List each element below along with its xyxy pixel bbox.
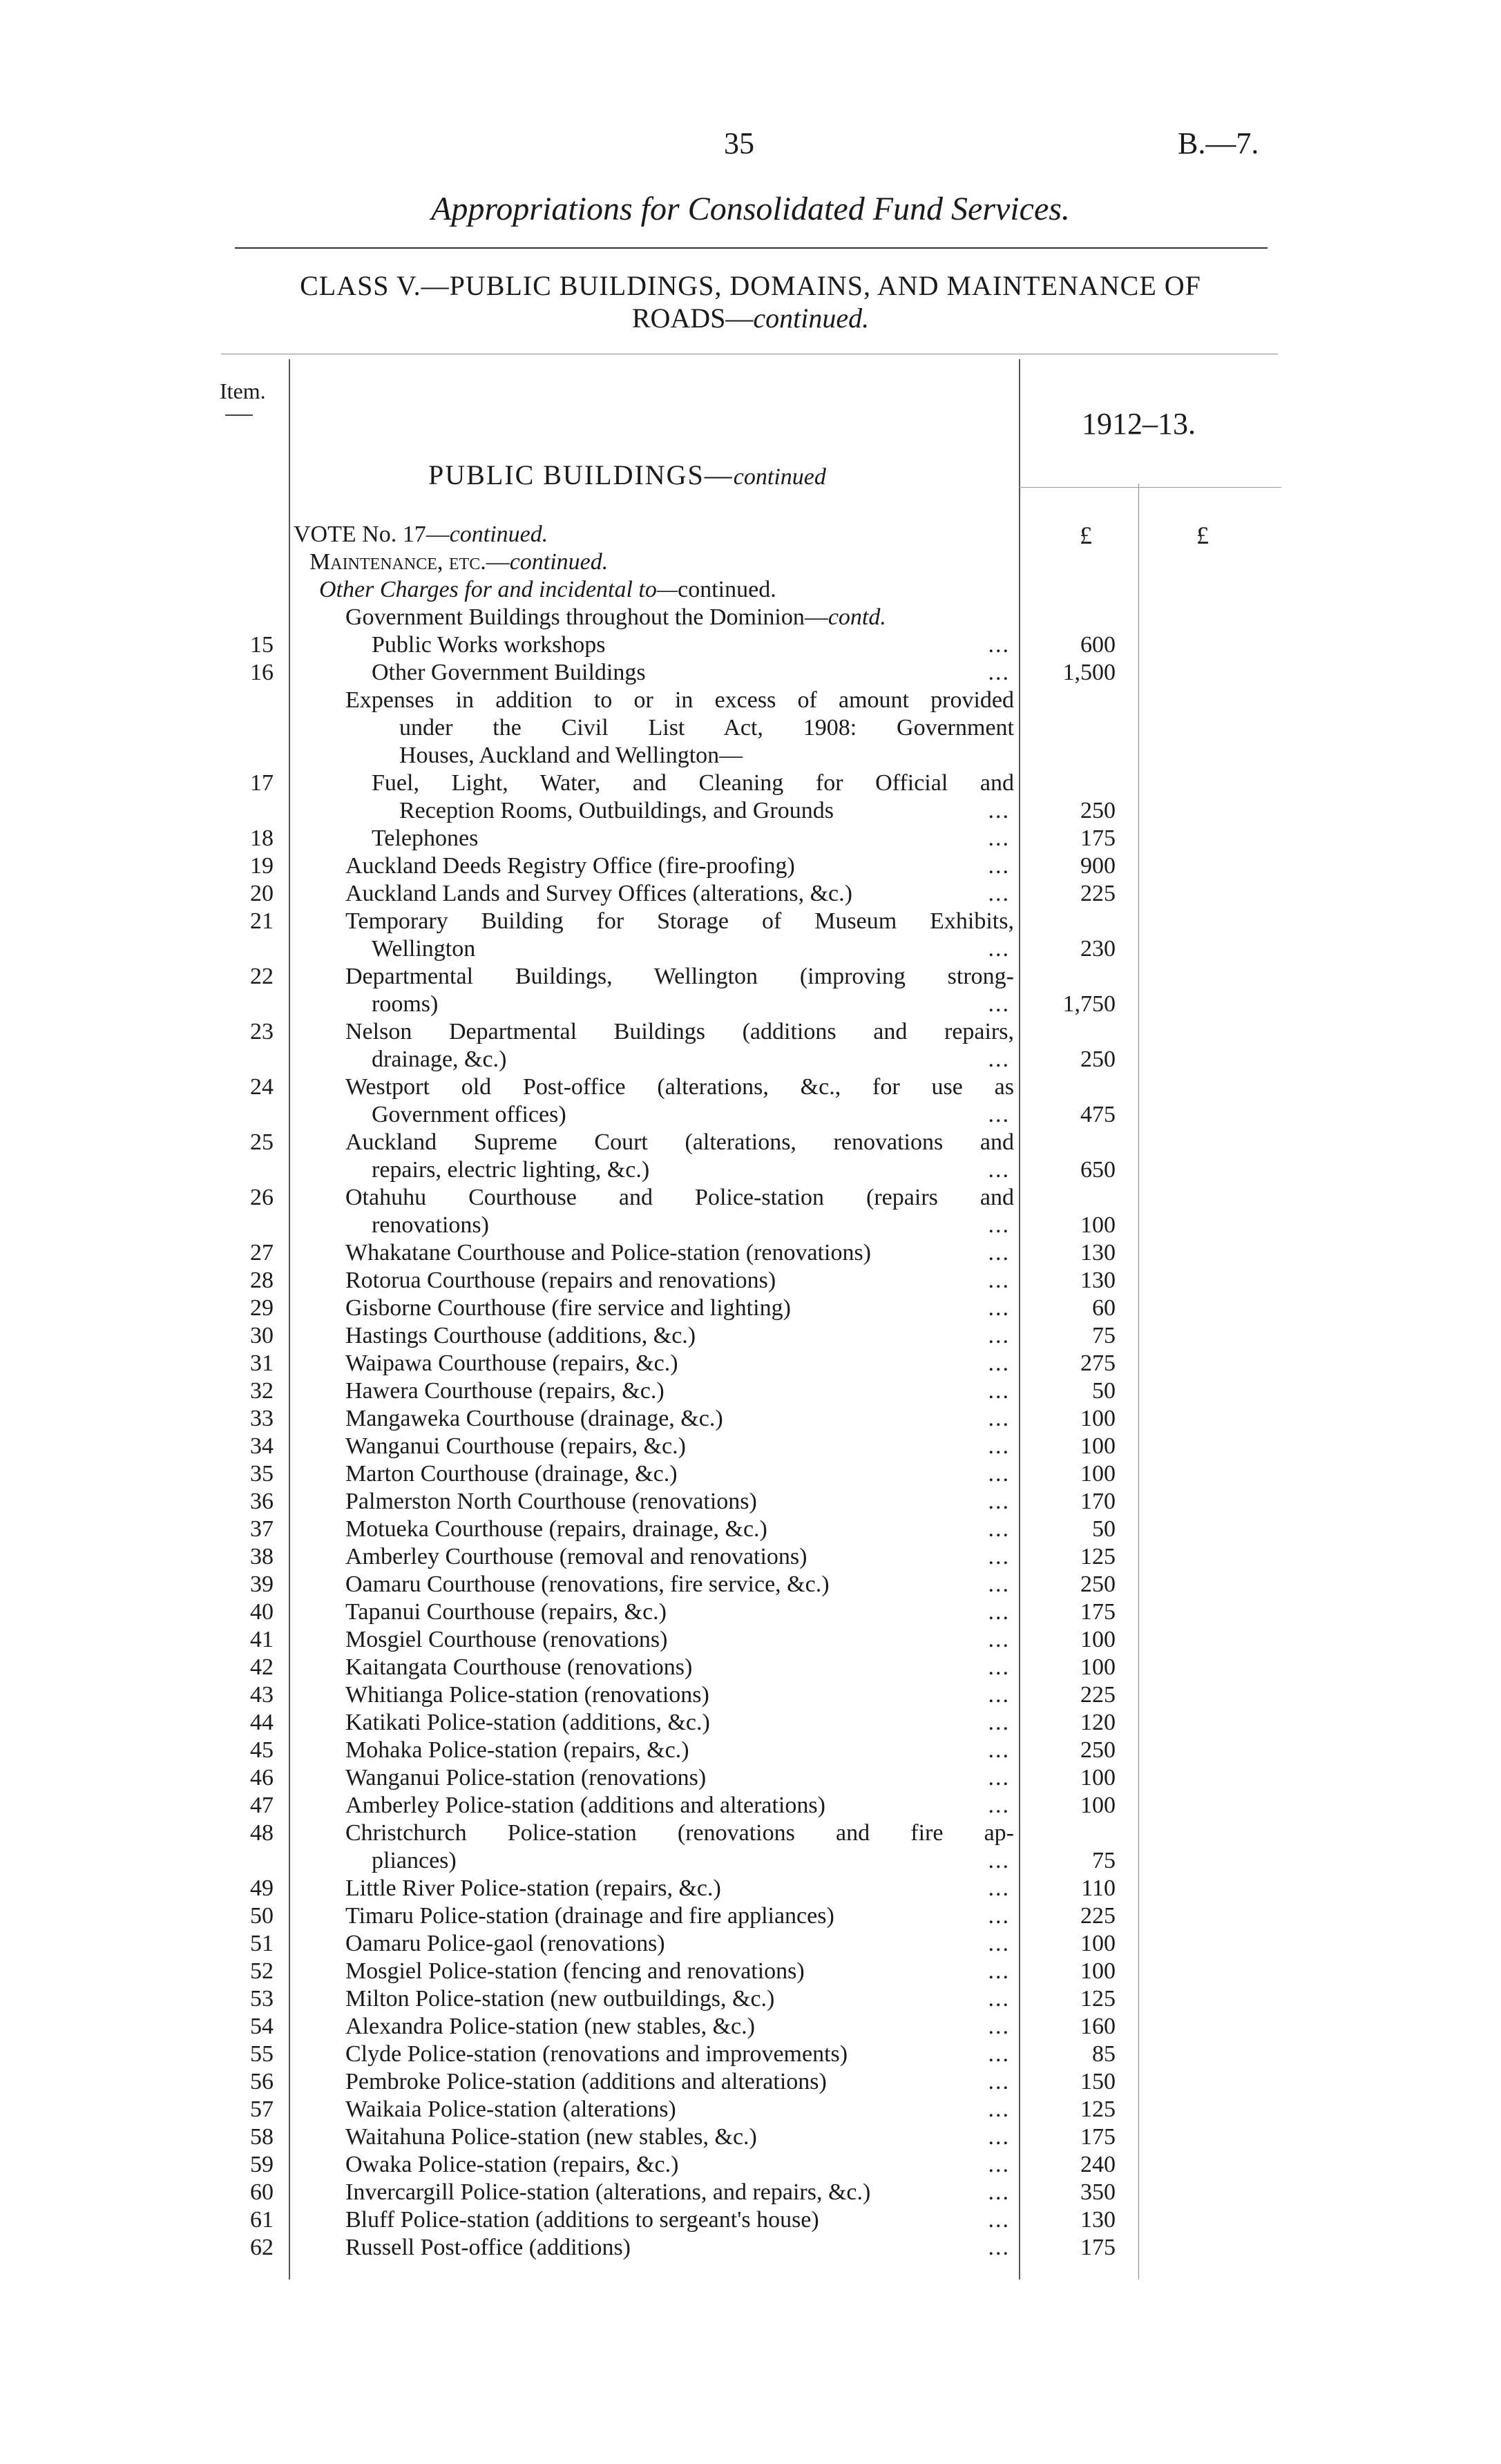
government-buildings-italic: contd. [828, 604, 886, 630]
leader-dots: ... [988, 2014, 1010, 2039]
leader-dots: ... [988, 1710, 1010, 1735]
item-number: 47 [250, 1793, 274, 1818]
section-heading-italic: continued [733, 464, 826, 490]
item-amount: 650 [1080, 1157, 1116, 1183]
item-amount: 150 [1080, 2069, 1116, 2094]
item-description-line: Milton Police-station (new outbuildings, &c.) [345, 1986, 775, 2012]
item-column-header: Item. [220, 379, 266, 403]
leader-dots: ... [988, 1682, 1010, 1708]
item-amount: 100 [1080, 1958, 1116, 1984]
leader-dots: ... [988, 1627, 1010, 1652]
item-number: 25 [250, 1129, 274, 1155]
item-number: 35 [250, 1461, 274, 1487]
leader-dots: ... [988, 1406, 1010, 1431]
vote-italic: continued. [449, 522, 548, 547]
item-amount: 100 [1080, 1793, 1116, 1818]
item-description-line: Waipawa Courthouse (repairs, &c.) [345, 1350, 678, 1376]
item-number: 42 [250, 1654, 274, 1680]
leader-dots: ... [988, 1599, 1010, 1625]
item-description-line: Westport old Post-office (alterations, &c., for use as [345, 1074, 1014, 1100]
item-number: 17 [250, 770, 274, 796]
item-number: 34 [250, 1433, 274, 1459]
item-description-line: Rotorua Courthouse (repairs and renovations) [345, 1268, 776, 1293]
item-number: 56 [250, 2069, 274, 2094]
year-header: 1912–13. [1082, 407, 1196, 441]
item-description-line: Telephones [372, 825, 479, 851]
item-amount: 475 [1080, 1102, 1116, 1127]
item-amount: 125 [1080, 2097, 1116, 2122]
item-number: 59 [250, 2152, 274, 2177]
item-description-line: Mosgiel Courthouse (renovations) [345, 1627, 668, 1652]
leader-dots: ... [988, 2207, 1010, 2233]
item-number: 46 [250, 1765, 274, 1790]
leader-dots: ... [988, 1157, 1010, 1183]
leader-dots: ... [988, 2152, 1010, 2177]
item-description-line: Alexandra Police-station (new stables, &c.) [345, 2014, 755, 2039]
item-description-line: Clyde Police-station (renovations and improvements) [345, 2041, 848, 2067]
item-amount: 1,500 [1062, 660, 1116, 685]
leader-dots: ... [988, 2235, 1010, 2260]
item-amount: 50 [1092, 1516, 1116, 1542]
item-amount: 600 [1080, 632, 1116, 658]
item-amount: 175 [1080, 2235, 1116, 2260]
item-description-line: Kaitangata Courthouse (renovations) [345, 1654, 693, 1680]
item-description-line: Wanganui Police-station (renovations) [345, 1765, 707, 1790]
leader-dots: ... [988, 632, 1010, 658]
leader-dots: ... [988, 991, 1010, 1017]
item-amount: 1,750 [1062, 991, 1116, 1017]
item-description-line: Bluff Police-station (additions to sergeant's house) [345, 2207, 819, 2233]
item-amount: 250 [1080, 1737, 1116, 1763]
item-number: 49 [250, 1875, 274, 1901]
leader-dots: ... [988, 660, 1010, 685]
item-description-line: Whakatane Courthouse and Police-station (renovations) [345, 1240, 871, 1266]
item-description-line: Auckland Lands and Survey Offices (alterations, &c.) [345, 881, 852, 906]
item-amount: 250 [1080, 1047, 1116, 1072]
item-description-line: Russell Post-office (additions) [345, 2235, 631, 2260]
other-charges-subheading [319, 576, 776, 604]
class-heading-line2 [0, 302, 1501, 334]
item-number: 51 [250, 1931, 274, 1956]
item-description-line: Nelson Departmental Buildings (additions and repairs, [345, 1019, 1014, 1044]
item-number: 50 [250, 1903, 274, 1929]
item-number: 54 [250, 2014, 274, 2039]
leader-dots: ... [988, 1737, 1010, 1763]
class-heading-main: ROADS— [631, 303, 754, 334]
item-amount: 50 [1092, 1378, 1116, 1404]
item-description-line: Wellington [372, 936, 476, 962]
item-description-line: Whitianga Police-station (renovations) [345, 1682, 709, 1708]
item-number: 39 [250, 1572, 274, 1597]
class-heading-line1: CLASS V.—PUBLIC BUILDINGS, DOMAINS, AND MAINTENANCE OF [300, 270, 1201, 301]
item-description-line: Waikaia Police-station (alterations) [345, 2097, 676, 2122]
leader-dots: ... [988, 2179, 1010, 2205]
item-description-line: under the Civil List Act, 1908: Government [399, 715, 1014, 741]
item-amount: 100 [1080, 1765, 1116, 1790]
leader-dots: ... [988, 1793, 1010, 1818]
leader-dots: ... [988, 853, 1010, 879]
item-number: 58 [250, 2124, 274, 2150]
leader-dots: ... [988, 1875, 1010, 1901]
item-number: 23 [250, 1019, 274, 1044]
leader-dots: ... [988, 1848, 1010, 1873]
item-number: 60 [250, 2179, 274, 2205]
item-number: 32 [250, 1378, 274, 1404]
item-amount: 900 [1080, 853, 1116, 879]
item-amount: 85 [1092, 2041, 1116, 2067]
leader-dots: ... [988, 1268, 1010, 1293]
item-amount: 350 [1080, 2179, 1116, 2205]
item-number: 62 [250, 2235, 274, 2260]
item-description-line: Amberley Courthouse (removal and renovations) [345, 1544, 807, 1569]
leader-dots: ... [988, 1295, 1010, 1321]
item-number: 55 [250, 2041, 274, 2067]
leader-dots: ... [988, 1572, 1010, 1597]
item-amount: 225 [1080, 1903, 1116, 1929]
item-amount: 75 [1092, 1323, 1116, 1348]
leader-dots: ... [988, 1958, 1010, 1984]
item-number: 28 [250, 1268, 274, 1293]
item-number: 52 [250, 1958, 274, 1984]
item-amount: 170 [1080, 1489, 1116, 1514]
item-number: 57 [250, 2097, 274, 2122]
leader-dots: ... [988, 1903, 1010, 1929]
item-description-line: Little River Police-station (repairs, &c.) [345, 1875, 721, 1901]
item-description-line: Amberley Police-station (additions and alterations) [345, 1793, 825, 1818]
year-underline [1019, 487, 1281, 488]
leader-dots: ... [988, 1765, 1010, 1790]
leader-dots: ... [988, 2124, 1010, 2150]
item-description-line: Wanganui Courthouse (repairs, &c.) [345, 1433, 686, 1459]
government-buildings-main: Government Buildings throughout the Dominion— [345, 604, 828, 630]
leader-dots: ... [988, 798, 1010, 823]
item-number: 26 [250, 1185, 274, 1210]
item-number: 38 [250, 1544, 274, 1569]
item-description-line: Fuel, Light, Water, and Cleaning for Official and [372, 770, 1014, 796]
item-description-line: Mangaweka Courthouse (drainage, &c.) [345, 1406, 723, 1431]
item-header-dash [225, 414, 253, 416]
leader-dots: ... [988, 1212, 1010, 1238]
currency-symbol-1: £ [1080, 522, 1092, 549]
item-description-line: Reception Rooms, Outbuildings, and Grounds [399, 798, 834, 823]
item-amount: 100 [1080, 1627, 1116, 1652]
item-description-line: Waitahuna Police-station (new stables, &c.) [345, 2124, 757, 2150]
item-number: 20 [250, 881, 274, 906]
header-rule [235, 247, 1268, 249]
vote-subheading [294, 521, 548, 548]
item-description-line: Oamaru Courthouse (renovations, fire service, &c.) [345, 1572, 830, 1597]
item-description-line: Invercargill Police-station (alterations, and repairs, &c.) [345, 2179, 871, 2205]
item-description-line: Auckland Deeds Registry Office (fire-proofing) [345, 853, 795, 879]
item-description-line: Timaru Police-station (drainage and fire appliances) [345, 1903, 834, 1929]
item-amount: 100 [1080, 1406, 1116, 1431]
item-column-rule [289, 359, 290, 2280]
maintenance-main: Maintenance, etc.— [309, 549, 510, 575]
item-description-line: Marton Courthouse (drainage, &c.) [345, 1461, 678, 1487]
item-description-line: Other Government Buildings [372, 660, 646, 685]
item-amount: 175 [1080, 1599, 1116, 1625]
leader-dots: ... [988, 1489, 1010, 1514]
item-amount: 75 [1092, 1848, 1116, 1873]
item-amount: 130 [1080, 1268, 1116, 1293]
item-amount: 175 [1080, 2124, 1116, 2150]
item-number: 16 [250, 660, 274, 685]
item-number: 30 [250, 1323, 274, 1348]
item-description-line: Mohaka Police-station (repairs, &c.) [345, 1737, 689, 1763]
item-number: 31 [250, 1350, 274, 1376]
item-amount: 120 [1080, 1710, 1116, 1735]
item-number: 18 [250, 825, 274, 851]
maintenance-italic: continued. [509, 549, 609, 575]
item-number: 61 [250, 2207, 274, 2233]
item-amount: 125 [1080, 1544, 1116, 1569]
item-amount: 125 [1080, 1986, 1116, 2012]
section-heading-main: PUBLIC BUILDINGS— [428, 459, 734, 490]
other-charges-main: continued. [678, 577, 776, 602]
item-number: 36 [250, 1489, 274, 1514]
page-number: 35 [724, 126, 754, 160]
leader-dots: ... [988, 1433, 1010, 1459]
item-amount: 130 [1080, 1240, 1116, 1266]
leader-dots: ... [988, 825, 1010, 851]
leader-dots: ... [988, 1323, 1010, 1348]
item-description-line: Christchurch Police-station (renovations and fire ap- [345, 1820, 1014, 1846]
leader-dots: ... [988, 1516, 1010, 1542]
item-number: 27 [250, 1240, 274, 1266]
leader-dots: ... [988, 1047, 1010, 1072]
sub-amount-column-rule [1138, 484, 1139, 2280]
item-number: 15 [250, 632, 274, 658]
item-description-line: Gisborne Courthouse (fire service and lighting) [345, 1295, 791, 1321]
class-heading-italic: continued. [753, 303, 870, 334]
section-heading [428, 459, 826, 491]
item-description-line: renovations) [372, 1212, 489, 1238]
currency-symbol-2: £ [1196, 522, 1209, 549]
item-amount: 225 [1080, 1682, 1116, 1708]
item-description-line: Tapanui Courthouse (repairs, &c.) [345, 1599, 667, 1625]
item-description-line: Palmerston North Courthouse (renovations) [345, 1489, 757, 1514]
item-amount: 250 [1080, 798, 1116, 823]
leader-dots: ... [988, 1654, 1010, 1680]
item-description-line: Houses, Auckland and Wellington— [399, 743, 743, 768]
leader-dots: ... [988, 1544, 1010, 1569]
item-amount: 100 [1080, 1931, 1116, 1956]
leader-dots: ... [988, 1350, 1010, 1376]
leader-dots: ... [988, 1931, 1010, 1956]
item-amount: 225 [1080, 881, 1116, 906]
item-description-line: repairs, electric lighting, &c.) [372, 1157, 650, 1183]
item-amount: 100 [1080, 1654, 1116, 1680]
item-description-line: Auckland Supreme Court (alterations, renovations and [345, 1129, 1014, 1155]
item-description-line: Departmental Buildings, Wellington (improving strong- [345, 964, 1014, 989]
item-number: 40 [250, 1599, 274, 1625]
item-description-line: Public Works workshops [372, 632, 606, 658]
item-number: 29 [250, 1295, 274, 1321]
leader-dots: ... [988, 1378, 1010, 1404]
item-description-line: Oamaru Police-gaol (renovations) [345, 1931, 665, 1956]
item-amount: 175 [1080, 825, 1116, 851]
item-amount: 160 [1080, 2014, 1116, 2039]
item-amount: 130 [1080, 2207, 1116, 2233]
item-amount: 60 [1092, 1295, 1116, 1321]
item-amount: 250 [1080, 1572, 1116, 1597]
paper-reference: B.—7. [1178, 126, 1259, 160]
item-description-line: pliances) [372, 1848, 457, 1873]
leader-dots: ... [988, 881, 1010, 906]
item-number: 43 [250, 1682, 274, 1708]
item-description-line: Hastings Courthouse (additions, &c.) [345, 1323, 696, 1348]
item-number: 21 [250, 908, 274, 934]
leader-dots: ... [988, 2069, 1010, 2094]
item-amount: 100 [1080, 1212, 1116, 1238]
item-description-line: Hawera Courthouse (repairs, &c.) [345, 1378, 665, 1404]
leader-dots: ... [988, 2041, 1010, 2067]
leader-dots: ... [988, 1102, 1010, 1127]
item-description-line: Government offices) [372, 1102, 566, 1127]
other-charges-italic: Other Charges for and incidental to— [319, 577, 678, 602]
item-number: 41 [250, 1627, 274, 1652]
leader-dots: ... [988, 2097, 1010, 2122]
item-amount: 230 [1080, 936, 1116, 962]
maintenance-subheading [309, 548, 608, 576]
leader-dots: ... [988, 1240, 1010, 1266]
item-description-line: rooms) [372, 991, 439, 1017]
item-amount: 240 [1080, 2152, 1116, 2177]
leader-dots: ... [988, 1986, 1010, 2012]
item-description-line: Otahuhu Courthouse and Police-station (repairs and [345, 1185, 1014, 1210]
item-number: 48 [250, 1820, 274, 1846]
leader-dots: ... [988, 1461, 1010, 1487]
item-number: 37 [250, 1516, 274, 1542]
item-amount: 100 [1080, 1461, 1116, 1487]
item-description-line: Mosgiel Police-station (fencing and renovations) [345, 1958, 805, 1984]
item-amount: 110 [1081, 1875, 1116, 1901]
item-description-line: Owaka Police-station (repairs, &c.) [345, 2152, 679, 2177]
government-buildings-subheading [345, 604, 886, 631]
item-number: 45 [250, 1737, 274, 1763]
leader-dots: ... [988, 936, 1010, 962]
item-amount: 100 [1080, 1433, 1116, 1459]
item-number: 22 [250, 964, 274, 989]
item-amount: 275 [1080, 1350, 1116, 1376]
item-description-line: drainage, &c.) [372, 1047, 507, 1072]
item-number: 44 [250, 1710, 274, 1735]
item-number: 33 [250, 1406, 274, 1431]
item-number: 53 [250, 1986, 274, 2012]
item-description-line: Expenses in addition to or in excess of amount provided [345, 687, 1014, 713]
item-number: 24 [250, 1074, 274, 1100]
vote-main: VOTE No. 17— [294, 522, 450, 547]
item-description-line: Temporary Building for Storage of Museum Exhibits, [345, 908, 1014, 934]
item-description-line: Motueka Courthouse (repairs, drainage, &c.) [345, 1516, 767, 1542]
running-title: Appropriations for Consolidated Fund Services. [431, 191, 1070, 227]
item-description-line: Pembroke Police-station (additions and alterations) [345, 2069, 827, 2094]
item-description-line: Katikati Police-station (additions, &c.) [345, 1710, 710, 1735]
item-number: 19 [250, 853, 274, 879]
